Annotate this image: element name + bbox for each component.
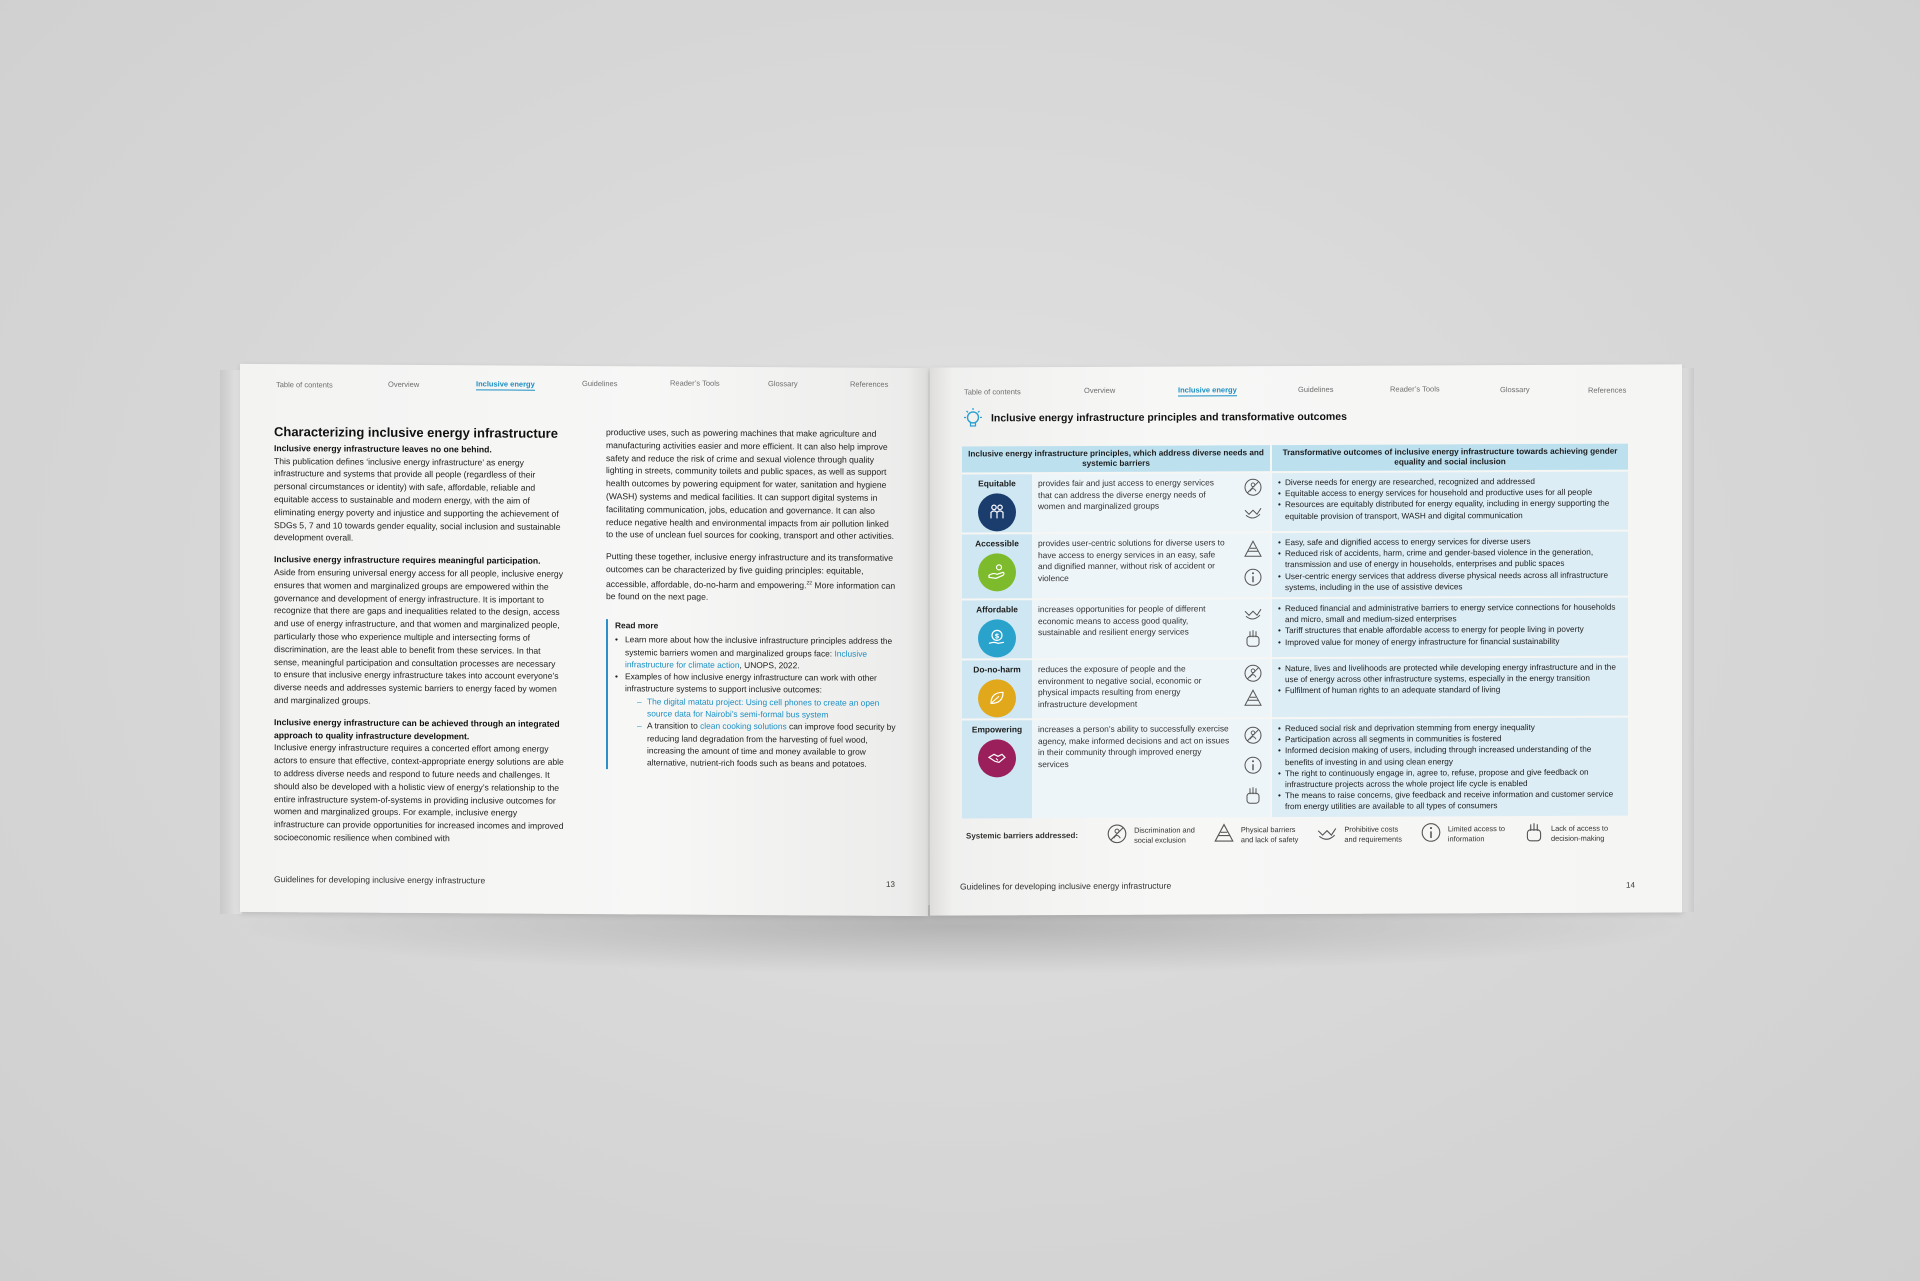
decision-making-icon [1523, 821, 1551, 846]
principle-description: reduces the exposure of people and the environment to negative social, economic or physical impacts resulting from energy infrastructure development [1032, 659, 1236, 718]
footer-title: Guidelines for developing inclusive energy infrastructure [960, 880, 1172, 892]
footer-title: Guidelines for developing inclusive energy infrastructure [274, 874, 486, 886]
legend-text [1241, 825, 1299, 845]
read-more-subitem [645, 720, 897, 771]
left-nav [276, 378, 896, 390]
legend-text-line: Physical barriers [1240, 824, 1296, 834]
outcome-item: • Reduced risk of accidents, harm, crime and gender-based violence in the generation, transmission and use of energy in households, enterprises and public spaces [1278, 547, 1622, 571]
legend-item [1213, 822, 1299, 847]
left-page [240, 364, 928, 916]
principle-description: provides user-centric solutions for diverse users to have access to energy services in an easy, safe and dignified manner, without risk of accident or violence [1032, 533, 1236, 598]
read-more-list [615, 633, 897, 770]
decision-making-icon [1243, 628, 1263, 653]
page-number: 13 [886, 879, 895, 889]
lightbulb-icon [962, 407, 984, 429]
legend-item [1316, 822, 1402, 847]
outcome-item: • Resources are equitably distributed for energy equality, including in energy supporting the equitable provision of transport, WASH and digital communication [1278, 498, 1622, 522]
outcome-item: • Reduced social risk and deprivation stemming from energy inequality [1278, 722, 1622, 735]
outcome-item: • The right to continuously engage in, agree to, refuse, propose and give feedback on infrastructure projects across the whole project life cycle is enabled [1278, 766, 1622, 790]
paragraph-3 [274, 716, 564, 846]
outcome-item: • Tariff structures that enable affordable access to energy for people living in poverty [1278, 624, 1622, 637]
principle-description: increases opportunities for people of different economic means to access good quality, sustainable and resilient energy services [1032, 599, 1236, 658]
people-icon [978, 493, 1016, 531]
outcomes-cell [1272, 598, 1628, 658]
nav-overview[interactable]: Overview [388, 379, 420, 389]
read-more-title: Read more [615, 620, 659, 631]
book-edge-right [1680, 368, 1694, 912]
read-more-text: Learn more about how the inclusive infrastructure principles address the systemic barriers women and marginalized groups face: [625, 634, 893, 659]
barrier-icons [1236, 473, 1272, 531]
legend-items [1106, 821, 1626, 848]
nav-readers-tools[interactable]: Reader’s Tools [1390, 384, 1440, 394]
leaf-icon [978, 679, 1016, 717]
outcome-item: • Fulfilment of human rights to an adequate standard of living [1278, 684, 1622, 697]
legend-text-line: decision-making [1551, 833, 1605, 843]
right-column [606, 426, 896, 614]
discrimination-icon [1243, 663, 1263, 688]
principle-name: Equitable [978, 478, 1016, 489]
legend-text-line: Lack of access to [1551, 823, 1609, 833]
outcomes-cell [1272, 658, 1628, 718]
table-header [962, 444, 1628, 473]
paragraph-5-text: Putting these together, inclusive energy infrastructure and its transformative outcomes can be characterized by five guiding principles: equitable, accessible, affordable, do-no-harm and empowering. [606, 551, 894, 590]
information-icon [1420, 821, 1448, 846]
paragraph-1 [274, 442, 564, 546]
legend-text-line: information [1447, 833, 1485, 843]
barrier-icons [1236, 599, 1272, 657]
paragraph-2-text: Aside from ensuring universal energy access for all people, inclusive energy ensures that women and marginalized groups are empowered within the governance and development of energy infrastructure. It is important to recognize that there are gaps and inequalities related to the design, access and use of energy infrastructure, and that women and marginalized people, particularly those who experience multiple and intersecting forms of discrimination, are the least able to benefit from these services. In that sense, meaningful participation and consultation processes are necessary to ensure that inclusive energy infrastructure takes into account everyone’s diverse needs and addresses systemic barriers to energy faced by women and marginalized groups. [274, 567, 563, 706]
outcome-item: • User-centric energy services that address diverse physical needs across all infrastructure systems, including in the use of assistive devices [1278, 569, 1622, 593]
right-nav [964, 384, 1654, 397]
decision-making-icon [1243, 785, 1263, 810]
legend-text [1344, 824, 1402, 844]
prohibitive-costs-icon [1243, 502, 1263, 527]
subitem-text-end: can improve food security by reducing land degradation from the harvesting of fuel wood, increasing the amount of time and money available to grow alternative, nutrient-rich foods such as beans and potatoes. [647, 721, 896, 769]
principle-description: increases a person’s ability to successfully exercise agency, make informed decisions and act on issues in their community through improved energy services [1032, 719, 1236, 818]
principle-row [962, 470, 1628, 533]
prohibitive-costs-icon [1243, 603, 1263, 628]
principle-name-cell [962, 474, 1032, 532]
legend-text [1551, 823, 1608, 843]
discrimination-icon [1243, 726, 1263, 751]
subitem-text: A transition to [647, 720, 701, 732]
legend-item [1523, 821, 1608, 846]
legend-item [1420, 821, 1505, 846]
nav-inclusive-energy[interactable]: Inclusive energy [1178, 385, 1237, 395]
paragraph-2-lead: Inclusive energy infrastructure requires meaningful participation. [274, 554, 541, 566]
principle-name: Affordable [976, 604, 1018, 615]
legend-text [1134, 825, 1195, 845]
link-clean-cooking[interactable]: clean cooking solutions [700, 721, 787, 732]
table-heading-text: Inclusive energy infrastructure principles and transformative outcomes [991, 410, 1347, 425]
paragraph-5-end: More information can be found on the next page. [606, 580, 896, 603]
outcomes-cell [1272, 472, 1628, 532]
principle-row [962, 530, 1628, 599]
physical-barriers-icon [1213, 822, 1241, 847]
legend-text-line: Limited access to [1447, 823, 1505, 833]
outcome-item: • Informed decision making of users, including through increased understanding of the benefits of investing in and using clean energy [1278, 744, 1622, 768]
legend-item [1106, 822, 1195, 847]
outcome-item: • Reduced financial and administrative barriers to energy service connections for households and micro, small and medium-sized enterprises [1278, 602, 1622, 626]
paragraph-3-text: Inclusive energy infrastructure requires a concerted effort among energy actors to ensure that effective, context-appropriate energy solutions are able to address diverse needs and respond to future needs and challenges. It should also be developed with a holistic view of energy’s relationship to the entire infrastructure system-of-systems in providing inclusive outcomes for women and marginalized groups. For example, inclusive energy infrastructure can provide opportunities for increased incomes and improved socioeconomic resilience when combined with [274, 742, 564, 844]
read-more-source: , UNOPS, 2022. [739, 659, 800, 671]
legend-label: Systemic barriers addressed: [966, 830, 1079, 841]
principle-name-cell [962, 660, 1032, 718]
barrier-icons [1236, 719, 1272, 817]
nav-glossary[interactable]: Glossary [768, 379, 798, 389]
read-more-sublist [625, 695, 897, 770]
book-edge-left [220, 370, 242, 914]
legend-text [1448, 824, 1505, 844]
principle-name: Empowering [971, 724, 1023, 735]
nav-readers-tools[interactable]: Reader’s Tools [670, 378, 720, 388]
principle-name: Accessible [975, 538, 1019, 549]
money-icon [978, 619, 1016, 657]
right-page [930, 364, 1682, 915]
principle-row [962, 716, 1628, 819]
read-more-box [606, 619, 897, 770]
nav-guidelines[interactable]: Guidelines [582, 378, 618, 389]
read-more-text: Examples of how inclusive energy infrastructure can work with other infrastructure systems to support inclusive outcomes: [625, 671, 877, 695]
paragraph-5 [606, 550, 896, 605]
principle-row [962, 596, 1628, 659]
svg-text:$: $ [994, 632, 1000, 641]
table-heading [962, 406, 1347, 430]
nav-overview[interactable]: Overview [1084, 385, 1116, 395]
outcomes-cell [1272, 718, 1628, 817]
paragraph-1-text: This publication defines ‘inclusive energy infrastructure’ as energy infrastructure and systems that provide all people (regardless of their personal circumstances or identity) with safe, affordable, reliable and equitable access to sustainable and modern energy, with the aim of eliminating energy poverty and injustice and supporting the achievement of SDGs 5, 7 and 10 towards gender equality, social inclusion and sustainable development overall. [274, 455, 561, 543]
paragraph-4: productive uses, such as powering machines that make agriculture and manufacturing activities easier and more efficient. It can also help improve safety and reduce the risk of crime and sexual violence through quality lighting in streets, community toilets and public spaces, as well as support health outcomes by powering equipment for water, sanitation and hygiene (WASH) systems and medical facilities. It can support digital systems in facilitating communication, jobs, education and governance. It can also reduce negative health and environmental impacts from air pollution linked to the use of unclean fuel sources for cooking, transport and other activities. [606, 427, 895, 542]
outcome-item: • Easy, safe and dignified access to energy services for diverse users [1278, 536, 1622, 549]
nav-table-of-contents[interactable]: Table of contents [276, 380, 333, 390]
link-inclusive-infrastructure[interactable]: Inclusive infrastructure for climate action [625, 648, 868, 670]
principles-table [962, 444, 1628, 819]
outcome-item: • Diverse needs for energy are researched, recognized and addressed [1278, 476, 1622, 489]
nav-references[interactable]: References [1588, 385, 1627, 395]
page-title: Characterizing inclusive energy infrastructure [274, 424, 558, 441]
principle-description: provides fair and just access to energy services that can address the diverse energy needs of women and marginalized groups [1032, 473, 1236, 532]
nav-inclusive-energy[interactable]: Inclusive energy [476, 379, 535, 389]
information-icon [1243, 756, 1263, 781]
principle-name-cell [962, 600, 1032, 658]
principle-name-cell [962, 534, 1032, 598]
legend-text-line: and requirements [1344, 834, 1402, 844]
left-column [274, 426, 564, 854]
principle-name-cell [962, 720, 1032, 818]
table-body [962, 470, 1628, 819]
legend-text-line: Discrimination and [1134, 824, 1195, 835]
barrier-icons [1236, 533, 1272, 597]
header-principles: Inclusive energy infrastructure principles, which address diverse needs and systemic barriers [962, 445, 1272, 472]
barrier-icons [1236, 659, 1272, 717]
read-more-item [623, 634, 897, 673]
paragraph-3-lead: Inclusive energy infrastructure can be achieved through an integrated approach to quality infrastructure development. [274, 716, 560, 741]
legend-text-line: and lack of safety [1240, 834, 1299, 844]
legend-text-line: Prohibitive costs [1344, 824, 1399, 834]
paragraph-1-lead: Inclusive energy infrastructure leaves no one behind. [274, 442, 492, 455]
outcomes-cell [1272, 532, 1628, 598]
read-more-subitem [645, 695, 897, 721]
nav-guidelines[interactable]: Guidelines [1298, 384, 1334, 395]
outcome-item: • Improved value for money of energy infrastructure for financial sustainability [1278, 635, 1622, 648]
discrimination-icon [1106, 823, 1134, 848]
paragraph-2 [274, 553, 564, 708]
outcome-item: • Nature, lives and livelihoods are protected while developing energy infrastructure and in the use of energy across other infrastructure systems, especially in the energy transition [1278, 662, 1622, 686]
link-digital-matatu[interactable]: The digital matatu project: Using cell phones to create an open source data for Nairobi’s semi-formal bus system [647, 696, 880, 720]
nav-references[interactable]: References [850, 379, 889, 389]
outcome-item: • Equitable access to energy services for household and productive uses for all people [1278, 487, 1622, 500]
outcome-item: • Participation across all segments in communities is fostered [1278, 733, 1622, 746]
hand-icon [978, 553, 1016, 591]
principle-row [962, 656, 1628, 719]
principle-name: Do-no-harm [973, 664, 1021, 675]
nav-glossary[interactable]: Glossary [1500, 385, 1530, 395]
nav-table-of-contents[interactable]: Table of contents [964, 387, 1021, 397]
outcome-item: • The means to raise concerns, give feedback and receive information and customer service from energy utilities are available to all types of consumers [1278, 789, 1622, 813]
physical-barriers-icon [1243, 688, 1263, 713]
information-icon [1243, 567, 1263, 592]
page-number: 14 [1626, 880, 1635, 890]
prohibitive-costs-icon [1316, 822, 1344, 847]
barrier-legend [962, 821, 1628, 849]
legend-text-line: social exclusion [1134, 835, 1186, 845]
header-outcomes: Transformative outcomes of inclusive energy infrastructure towards achieving gender equality and social inclusion [1272, 444, 1628, 472]
physical-barriers-icon [1243, 539, 1263, 564]
footnote-ref[interactable]: 22 [806, 580, 813, 587]
handshake-icon [978, 739, 1016, 777]
discrimination-icon [1243, 477, 1263, 502]
read-more-item [623, 670, 897, 770]
